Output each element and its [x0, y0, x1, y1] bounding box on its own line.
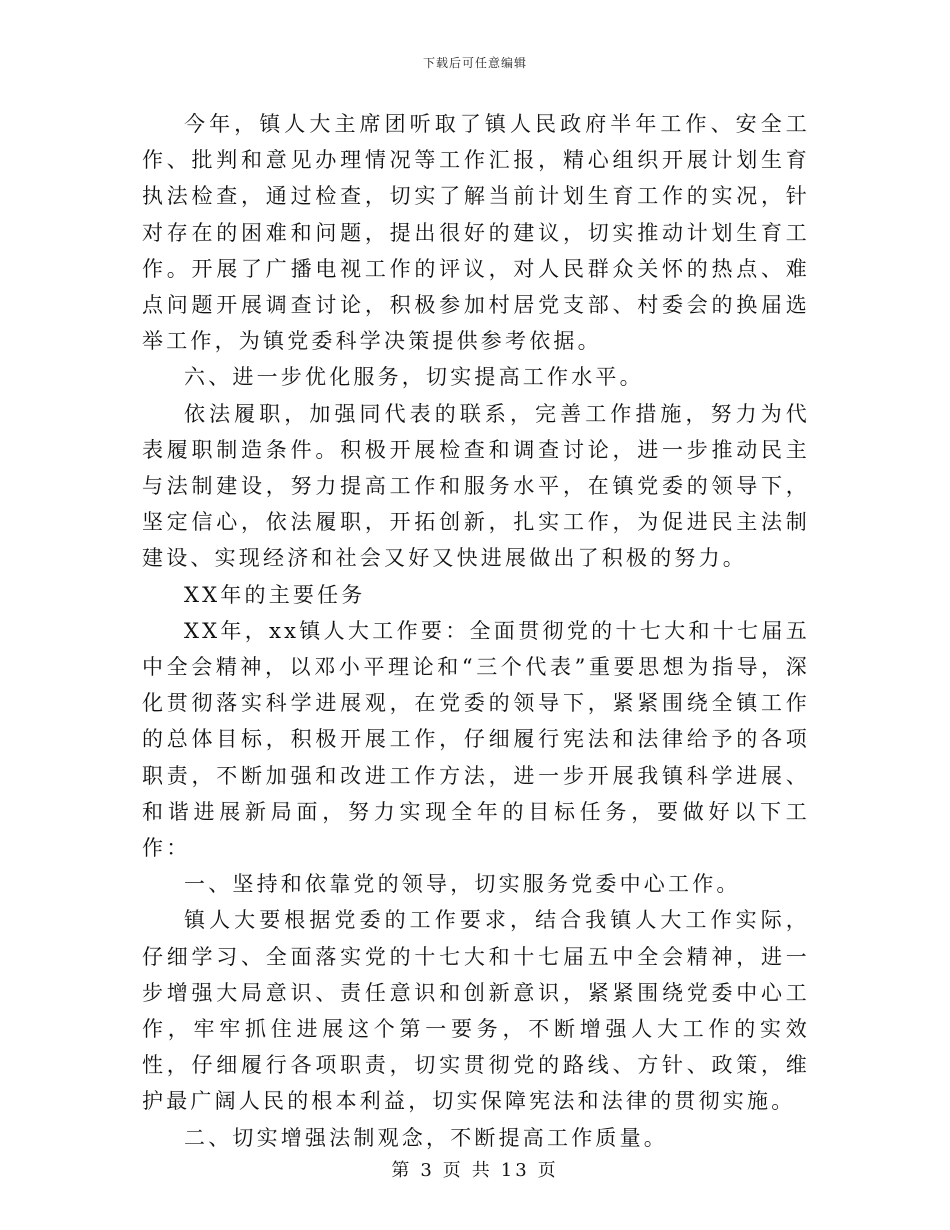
page-label-suffix: 页: [537, 1160, 559, 1181]
header-note: 下载后可任意编辑: [422, 56, 527, 70]
total-label: 共: [471, 1160, 493, 1181]
total-pages-number: 13: [500, 1160, 530, 1181]
section-heading: 六、进一步优化服务，切实提高工作水平。: [184, 365, 644, 390]
section-heading: 一、坚持和依靠党的领导，切实服务党委中心工作。: [184, 872, 741, 897]
page-label-prefix: 第: [391, 1160, 413, 1181]
paragraph: 今年，镇人大主席团听取了镇人民政府半年工作、安全工作、批判和意见办理情况等工作汇报，精心组织开展计划生育执法检查，通过检查，切实了解当前计划生育工作的实况，针对存在的困难和问题，提出很好的建议，切实推动计划生育工作。开展了广播电视工作的评议，对人民群众关怀的热点、难点问题开展调查讨论，积极参加村居党支部、村委会的换届选举工作，为镇党委科学决策提供参考依据。: [142, 112, 810, 354]
section-heading: XX年的主要任务: [184, 582, 366, 607]
paragraph: 依法履职，加强同代表的联系，完善工作措施，努力为代表履职制造条件。积极开展检查和调查讨论，进一步推动民主与法制建设，努力提高工作和服务水平，在镇党委的领导下，坚定信心，依法履职，开拓创新，扎实工作，为促进民主法制建设、实现经济和社会又好又快进展做出了积极的努力。: [142, 401, 810, 571]
page-footer: [0, 1156, 950, 1182]
paragraph: XX年，xx镇人大工作要：全面贯彻党的十七大和十七届五中全会精神，以邓小平理论和“三个代表”重要思想为指导，深化贯彻落实科学进展观，在党委的领导下，紧紧围绕全镇工作的总体目标，积极开展工作，仔细履行宪法和法律给予的各项职责，不断加强和改进工作方法，进一步开展我镇科学进展、和谐进展新局面，努力实现全年的目标任务，要做好以下工作：: [142, 618, 810, 861]
document-body: [142, 106, 810, 1156]
page-label-mid: 页: [442, 1160, 464, 1181]
section-heading: 二、切实增强法制观念，不断提高工作质量。: [184, 1125, 668, 1150]
paragraph: 镇人大要根据党委的工作要求，结合我镇人大工作实际，仔细学习、全面落实党的十七大和十七届五中全会精神，进一步增强大局意识、责任意识和创新意识，紧紧围绕党委中心工作，牢牢抓住进展这个第一要务，不断增强人大工作的实效性，仔细履行各项职责，切实贯彻党的路线、方针、政策，维护最广阔人民的根本利益，切实保障宪法和法律的贯彻实施。: [142, 908, 810, 1114]
current-page-number: 3: [420, 1160, 435, 1181]
